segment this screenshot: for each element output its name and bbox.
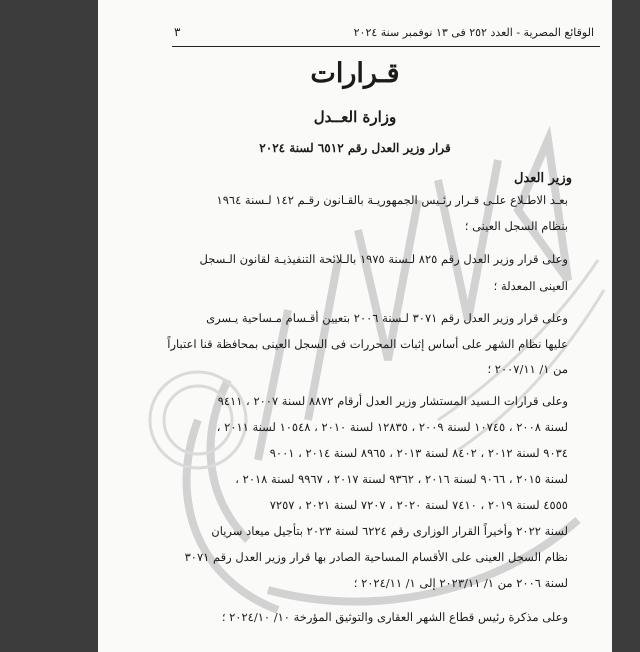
body-line: لسنة ٢٠٠٦ من ١/ ٢٠٢٣/١١ إلى ١/ ٢٠٢٤/١١ ؛ xyxy=(353,576,568,590)
body-line: لسنة ٢٠٢٢ وأخيراً القرار الوزارى رقم ٦٢٢٤ لسنة ٢٠٢٣ بتأجيل ميعاد سريان xyxy=(211,524,568,538)
body-line: نظام السجل العينى على الأقسام المساحية الصادر بها قرار وزير العدل رقم ٣٠٧١ xyxy=(184,550,568,564)
header-rule xyxy=(172,46,600,47)
page-number: ٣ xyxy=(174,25,181,39)
running-header-text: الوقائع المصرية - العدد ٢٥٢ فى ١٣ نوفمبر سنة ٢٠٢٤ xyxy=(353,26,594,39)
body-line: عليها نظام الشهر على أساس إثبات المحررات فى السجل العينى بمحافظة قنا اعتباراً xyxy=(167,337,568,351)
body-line: وعلى قرار وزير العدل رقم ٣٠٧١ لـسنة ٢٠٠٦ بتعيين أقـسام مـساحية يـسرى xyxy=(206,311,568,325)
document-page xyxy=(98,0,612,652)
ministry-heading: وزارة العــدل xyxy=(313,108,397,126)
body-line: ٩٠٣٤ لسنة ٢٠١٢ ، ٨٤٠٢ لسنة ٢٠١٣ ، ٨٩٦٥ لسنة ٢٠١٤ ، ٩٠٠١ xyxy=(269,446,568,460)
body-line: بنظام السجل العينى ؛ xyxy=(464,219,568,233)
body-line: وعلى قرار وزير العدل رقم ٨٢٥ لـسنة ١٩٧٥ بالـلائحة التنفيذيـة لقانون الـسجل xyxy=(199,252,568,266)
body-line: العينى المعدلة ؛ xyxy=(493,279,568,293)
viewer-right-margin xyxy=(612,0,640,652)
body-line: لسنة ٢٠٠٨ ، ١٠٧٤٥ لسنة ٢٠٠٩ ، ١٢٨٣٥ لسنة ٢٠١٠ ، ١٠٥٤٨ لسنة ٢٠١١ ، xyxy=(216,420,568,434)
running-header xyxy=(174,26,594,46)
signatory-heading: وزير العدل xyxy=(514,171,572,186)
body-line: وعلى قرارات الـسيد المستشار وزير العدل أرقام ٨٨٧٢ لسنة ٢٠٠٧ ، ٩٤١١ xyxy=(217,394,568,408)
body-line: من ١/ ٢٠٠٧/١١ ؛ xyxy=(487,362,568,376)
body-line: ٤٥٥٥ لسنة ٢٠١٩ ، ٧٤١٠ لسنة ٢٠٢٠ ، ٧٢٠٧ لسنة ٢٠٢١ ، ٧٢٥٧ xyxy=(269,498,568,512)
body-line: بعـد الاطـلاع علـى قـرار رئـيس الجمهوريـة بالقـانون رقـم ١٤٢ لـسنة ١٩٦٤ xyxy=(216,193,568,207)
viewer-left-margin xyxy=(0,0,98,652)
decree-title: قرار وزير العدل رقم ٦٥١٢ لسنة ٢٠٢٤ xyxy=(259,141,451,155)
body-line: وعلى مذكرة رئيس قطاع الشهر العقارى والتوثيق المؤرخة ١٠/ ٢٠٢٤/١٠ ؛ xyxy=(221,610,568,624)
body-line: لسنة ٢٠١٥ ، ٩٠٦٦ لسنة ٢٠١٦ ، ٩٣٦٢ لسنة ٢٠١٧ ، ٩٩٦٧ لسنة ٢٠١٨ ، xyxy=(235,472,568,486)
section-title: قـرارات xyxy=(310,58,400,89)
